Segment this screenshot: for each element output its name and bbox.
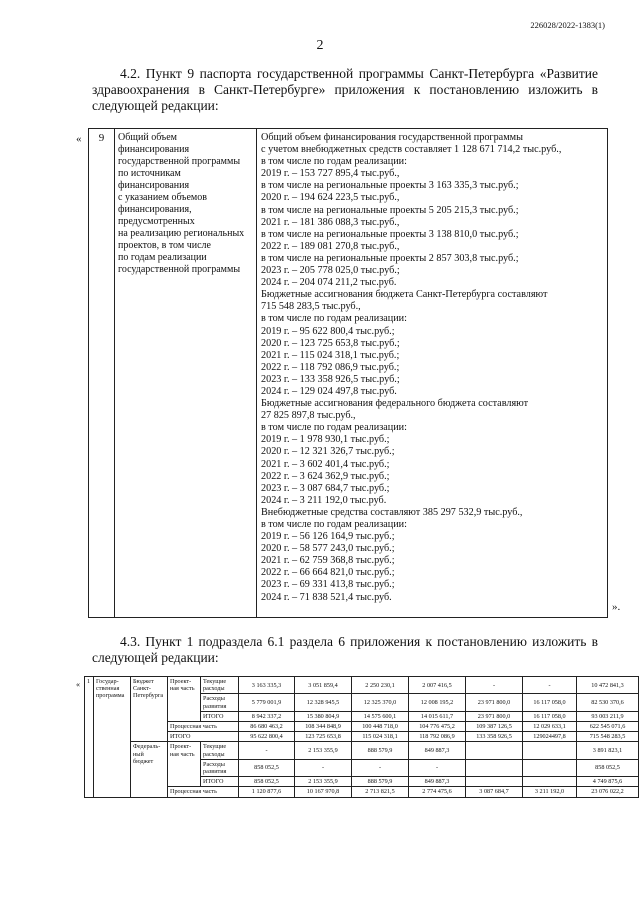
cell: 23 971 800,0 <box>466 711 523 721</box>
text-line: 2019 г. – 153 727 895,4 тыс.руб., <box>261 168 400 180</box>
text-line: 2019 г. – 95 622 800,4 тыс.руб.; <box>261 325 395 337</box>
itogo-label: ИТОГО <box>201 777 239 787</box>
spb-budget-cell: Бюджет Санкт-Петербурга <box>131 677 168 742</box>
itogo-label: ИТОГО <box>168 732 239 742</box>
cell: 3 087 684,7 <box>466 787 523 797</box>
table-row <box>85 677 639 694</box>
cell: 2 774 475,6 <box>409 787 466 797</box>
cell: - <box>466 677 523 694</box>
cell: 133 358 926,5 <box>466 732 523 742</box>
text-line: с учетом внебюджетных средств составляет 1 128 671 714,2 тыс.руб., <box>261 144 562 156</box>
cell: 715 548 283,5 <box>577 732 639 742</box>
text-line: предусмотренных <box>118 216 195 227</box>
cell: 858 052,5 <box>239 759 295 776</box>
cell: 12 029 633,1 <box>523 722 577 732</box>
table-row <box>85 742 639 759</box>
cell <box>466 742 523 759</box>
text-line: государственной программы <box>118 264 241 275</box>
cell: 622 545 071,6 <box>577 722 639 732</box>
cell: 10 167 970,8 <box>295 787 352 797</box>
cell: 23 971 800,0 <box>466 694 523 711</box>
text-line: финансирования <box>118 144 190 155</box>
current-label: Текущие расходы <box>201 677 239 694</box>
text-line: в том числе на региональные проекты 2 857 303,8 тыс.руб.; <box>261 252 519 264</box>
cell: 10 472 841,3 <box>577 677 639 694</box>
text-line: в том числе на региональные проекты 3 138 810,0 тыс.руб.; <box>261 228 519 240</box>
text-line: 2019 г. – 1 978 930,1 тыс.руб.; <box>261 434 390 446</box>
project-part-cell: Проект-ная часть <box>168 742 201 787</box>
open-quote-2: « <box>76 680 80 689</box>
close-quote: ». <box>612 601 621 613</box>
text-line: Общий объем финансирования государственной программы <box>261 132 523 143</box>
text-line: по источникам <box>118 168 181 179</box>
cell: 4 749 875,6 <box>577 777 639 787</box>
cell: 12 008 195,2 <box>409 694 466 711</box>
table-row <box>85 722 639 732</box>
dev-label: Расходы развития <box>201 759 239 776</box>
cell: 109 387 126,5 <box>466 722 523 732</box>
cell: 129024497,8 <box>523 732 577 742</box>
cell: 95 622 800,4 <box>239 732 295 742</box>
cell: 86 680 463,2 <box>239 722 295 732</box>
text-line: на реализацию региональных <box>118 228 245 239</box>
cell: 104 776 475,2 <box>409 722 466 732</box>
text-line: 2022 г. – 189 081 270,8 тыс.руб., <box>261 240 400 252</box>
text-line: 2020 г. – 194 624 223,5 тыс.руб., <box>261 192 400 204</box>
text-line: 2024 г. – 71 838 521,4 тыс.руб. <box>261 591 392 603</box>
text-line: 2023 г. – 133 358 926,5 тыс.руб.; <box>261 373 400 385</box>
cell: 5 779 001,9 <box>239 694 295 711</box>
cell: 15 380 804,9 <box>295 711 352 721</box>
text-line: 2021 г. – 181 386 088,3 тыс.руб., <box>261 216 400 228</box>
cell: 3 051 859,4 <box>295 677 352 694</box>
text-line: 2023 г. – 69 331 413,8 тыс.руб.; <box>261 579 395 591</box>
cell: 93 003 211,9 <box>577 711 639 721</box>
current-label: Текущие расходы <box>201 742 239 759</box>
value-cell <box>257 129 607 617</box>
cell: 3 211 192,0 <box>523 787 577 797</box>
text-line: 2024 г. – 129 024 497,8 тыс.руб. <box>261 385 397 397</box>
itogo-label: ИТОГО <box>201 711 239 721</box>
cell: - <box>409 759 466 776</box>
text-line: в том числе по годам реализации: <box>261 422 407 434</box>
cell: - <box>239 742 295 759</box>
document-number: 226028/2022-1383(1) <box>530 20 605 30</box>
cell: 3 891 823,1 <box>577 742 639 759</box>
cell: 8 942 337,2 <box>239 711 295 721</box>
cell <box>466 777 523 787</box>
cell <box>523 777 577 787</box>
passport-table <box>88 128 608 618</box>
text-line: Бюджетные ассигнования бюджета Санкт-Петербурга составляют <box>261 289 548 301</box>
cell: 82 530 370,6 <box>577 694 639 711</box>
text-line: 2021 г. – 115 024 318,1 тыс.руб.; <box>261 349 400 361</box>
cell: 858 052,5 <box>577 759 639 776</box>
cell: 108 344 848,9 <box>295 722 352 732</box>
cell: 888 579,9 <box>352 742 409 759</box>
text-line: 2023 г. – 3 087 684,7 тыс.руб.; <box>261 482 390 494</box>
text-line: в том числе по годам реализации: <box>261 519 407 530</box>
cell: 858 052,5 <box>239 777 295 787</box>
cell: 12 325 370,0 <box>352 694 409 711</box>
cell <box>523 759 577 776</box>
text-line: финансирования, <box>118 204 192 215</box>
text-line: в том числе на региональные проекты 3 163 335,3 тыс.руб.; <box>261 180 519 192</box>
text-line: в том числе по годам реализации: <box>261 313 407 325</box>
cell: 1 120 877,6 <box>239 787 295 797</box>
text-line: 2022 г. – 118 792 086,9 тыс.руб.; <box>261 361 400 373</box>
section-4-2-paragraph <box>92 66 598 114</box>
section-4-3-text: 4.3. Пункт 1 подраздела 6.1 раздела 6 приложения к постановлению изложить в следующей редакции: <box>92 634 598 665</box>
text-line: Внебюджетные средства составляют 385 297 532,9 тыс.руб., <box>261 506 523 518</box>
cell: 100 448 718,0 <box>352 722 409 732</box>
process-label: Процессная часть <box>168 787 239 797</box>
project-part-cell: Проект-ная часть <box>168 677 201 722</box>
section-4-3-paragraph <box>92 634 598 666</box>
cell: 2 153 355,9 <box>295 742 352 759</box>
cell: 888 579,9 <box>352 777 409 787</box>
cell: 16 117 058,0 <box>523 694 577 711</box>
row-number-cell: 1 <box>85 677 94 798</box>
cell: 23 076 022,2 <box>577 787 639 797</box>
text-line: 2021 г. – 62 759 368,8 тыс.руб.; <box>261 555 395 567</box>
cell: - <box>523 677 577 694</box>
text-line: 2024 г. – 3 211 192,0 тыс.руб. <box>261 494 387 506</box>
process-label: Процессная часть <box>168 722 239 732</box>
row-number: 9 <box>89 129 115 617</box>
cell: 2 250 230,1 <box>352 677 409 694</box>
text-line: 2020 г. – 12 321 326,7 тыс.руб.; <box>261 446 395 458</box>
text-line: 2019 г. – 56 126 164,9 тыс.руб.; <box>261 531 395 543</box>
dev-label: Расходы развития <box>201 694 239 711</box>
text-line: 2023 г. – 205 778 025,0 тыс.руб.; <box>261 265 400 277</box>
cell <box>523 742 577 759</box>
cell: 14 575 600,1 <box>352 711 409 721</box>
text-line: Общий объем <box>118 132 177 143</box>
federal-budget-cell: Федераль-ный бюджет <box>131 742 168 797</box>
cell: 123 725 653,8 <box>295 732 352 742</box>
cell: 16 117 058,0 <box>523 711 577 721</box>
cell: 118 792 086,9 <box>409 732 466 742</box>
cell: 2 713 821,5 <box>352 787 409 797</box>
text-line: проектов, в том числе <box>118 240 211 251</box>
cell <box>466 759 523 776</box>
cell: 849 887,3 <box>409 742 466 759</box>
cell: 849 887,3 <box>409 777 466 787</box>
text-line: 2024 г. – 204 074 211,2 тыс.руб. <box>261 277 397 289</box>
cell: - <box>352 759 409 776</box>
cell: - <box>295 759 352 776</box>
text-line: в том числе по годам реализации: <box>261 156 407 168</box>
page-number: 2 <box>316 38 324 53</box>
label-cell <box>115 129 257 617</box>
text-line: 2020 г. – 123 725 653,8 тыс.руб.; <box>261 337 400 349</box>
text-line: с указанием объемов <box>118 192 207 203</box>
text-line: государственной программы <box>118 156 241 167</box>
text-line: 2020 г. – 58 577 243,0 тыс.руб.; <box>261 543 395 555</box>
cell: 2 153 355,9 <box>295 777 352 787</box>
text-line: 27 825 897,8 тыс.руб., <box>261 410 356 422</box>
text-line: 2022 г. – 3 624 362,9 тыс.руб.; <box>261 470 390 482</box>
text-line: по годам реализации <box>118 252 207 263</box>
cell: 3 163 335,3 <box>239 677 295 694</box>
cell: 2 007 416,5 <box>409 677 466 694</box>
cell: 115 024 318,1 <box>352 732 409 742</box>
cell: 14 015 611,7 <box>409 711 466 721</box>
text-line: 2021 г. – 3 602 401,4 тыс.руб.; <box>261 458 390 470</box>
program-cell: Государ-ственная программа <box>94 677 131 798</box>
text-line: 715 548 283,5 тыс.руб., <box>261 301 361 313</box>
funding-table <box>84 676 639 798</box>
open-quote: « <box>76 133 82 145</box>
cell: 12 328 945,5 <box>295 694 352 711</box>
text-line: в том числе на региональные проекты 5 205 215,3 тыс.руб.; <box>261 204 519 216</box>
text-line: Бюджетные ассигнования федерального бюджета составляют <box>261 398 529 410</box>
section-4-2-text: 4.2. Пункт 9 паспорта государственной программы Санкт-Петербурга «Развитие здравоохранения в Санкт-Петербурге» приложения к постановлению изложить в следующей редакции: <box>92 66 598 113</box>
text-line: финансирования <box>118 180 190 191</box>
text-line: 2022 г. – 66 664 821,0 тыс.руб.; <box>261 567 395 579</box>
